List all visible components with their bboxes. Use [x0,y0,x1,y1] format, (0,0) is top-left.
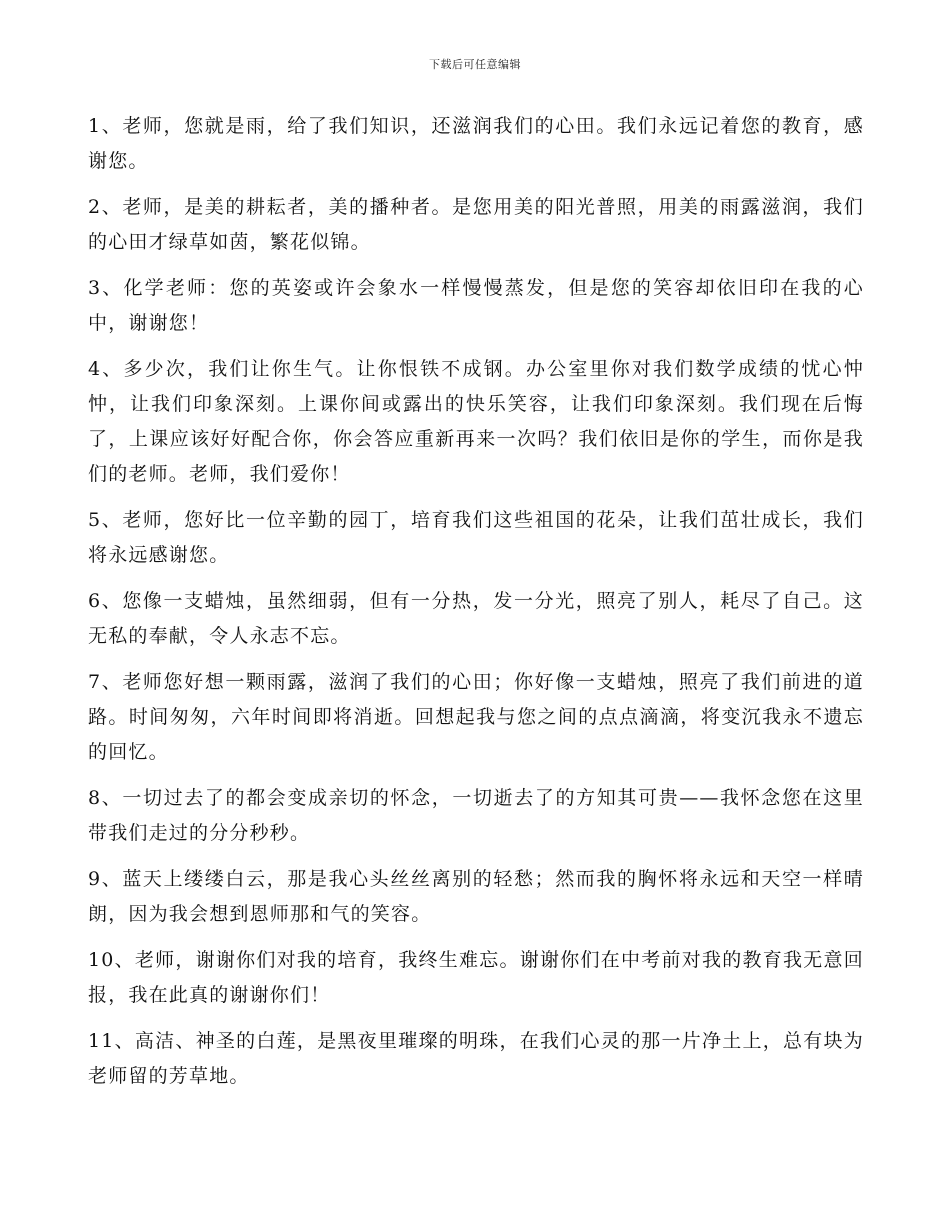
paragraph-7: 7、老师您好想一颗雨露，滋润了我们的心田；你好像一支蜡烛，照亮了我们前进的道路。时间匆匆，六年时间即将消逝。回想起我与您之间的点点滴滴，将变沉我永不遗忘的回忆。 [88,671,864,763]
paragraph-5: 5、老师，您好比一位辛勤的园丁，培育我们这些祖国的花朵，让我们茁壮成长，我们将永远感谢您。 [88,509,864,566]
paragraph-6: 6、您像一支蜡烛，虽然细弱，但有一分热，发一分光，照亮了别人，耗尽了自己。这无私的奉献，令人永志不忘。 [88,590,864,647]
paragraph-11: 11、高洁、神圣的白莲，是黑夜里璀璨的明珠，在我们心灵的那一片净土上，总有块为老师留的芳草地。 [88,1030,864,1087]
paragraph-9: 9、蓝天上缕缕白云，那是我心头丝丝离别的轻愁；然而我的胸怀将永远和天空一样晴朗，因为我会想到恩师那和气的笑容。 [88,868,864,925]
paragraph-1: 1、老师，您就是雨，给了我们知识，还滋润我们的心田。我们永远记着您的教育，感谢您。 [88,115,864,172]
paragraph-3: 3、化学老师：您的英姿或许会象水一样慢慢蒸发，但是您的笑容却依旧印在我的心中，谢谢您！ [88,277,864,334]
paragraph-10: 10、老师，谢谢你们对我的培育，我终生难忘。谢谢你们在中考前对我的教育我无意回报，我在此真的谢谢你们！ [88,949,864,1006]
paragraph-8: 8、一切过去了的都会变成亲切的怀念，一切逝去了的方知其可贵——我怀念您在这里带我们走过的分分秒秒。 [88,787,864,844]
paragraph-2: 2、老师，是美的耕耘者，美的播种者。是您用美的阳光普照，用美的雨露滋润，我们的心田才绿草如茵，繁花似锦。 [88,196,864,253]
paragraph-4: 4、多少次，我们让你生气。让你恨铁不成钢。办公室里你对我们数学成绩的忧心忡忡，让我们印象深刻。上课你间或露出的快乐笑容，让我们印象深刻。我们现在后悔了，上课应该好好配合你，你会答应重新再来一次吗？我们依旧是你的学生，而你是我们的老师。老师，我们爱你！ [88,358,864,485]
page-header-note: 下载后可任意编辑 [429,58,521,71]
document-body [88,109,864,1105]
